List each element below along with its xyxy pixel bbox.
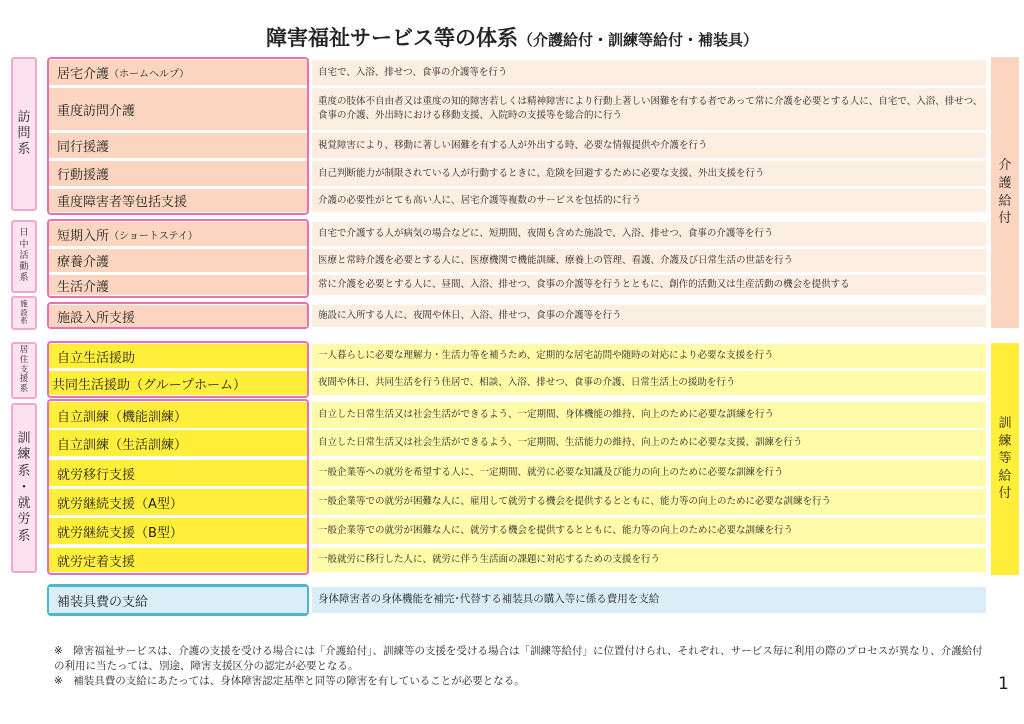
service-desc-shuro-keizoku-b: 一般企業等での就労が困難な人に、就労する機会を提供するとともに、能力等の向上のために必要な訓練を行う xyxy=(312,518,986,544)
service-desc-shuro-keizoku-a: 一般企業等での就労が困難な人に、雇用して就労する機会を提供するとともに、能力等の向上のために必要な訓練を行う xyxy=(312,489,986,515)
service-desc-shuro-teichaku-shien: 一般就労に移行した人に、就労に伴う生活面の課題に対応するための支援を行う xyxy=(312,548,986,572)
footnotes xyxy=(54,644,989,689)
side-label-nitchu: 日 中 活 動 系 xyxy=(11,220,37,293)
right-label-kaigo: 介 護 給 付 xyxy=(991,57,1019,328)
service-name-ryoyo-kaigo: 療養介護 xyxy=(49,249,307,272)
service-name-seikatsu-kaigo: 生活介護 xyxy=(49,275,307,295)
service-name-shuro-iko-shien: 就労移行支援 xyxy=(49,460,307,486)
footnote-1: ※ 障害福祉サービスは、介護の支援を受ける場合には「介護給付」、訓練等の支援を受ける場合は「訓練等給付」に位置付けられ、それぞれ、サービス毎に利用の際のプロセスが異なり、介護給付の利用に当たっては、別途、障害支援区分の認定が必要となる。 xyxy=(54,645,983,672)
page-title xyxy=(0,22,1024,52)
service-desc-jiritsu-kunren-kino: 自立した日常生活又は社会生活ができるよう、一定期間、身体機能の維持、向上のために必要な訓練を行う xyxy=(312,402,986,428)
service-desc-seikatsu-kaigo: 常に介護を必要とする人に、昼間、入浴、排せつ、食事の介護等を行うとともに、創作的活動又は生産活動の機会を提供する xyxy=(312,275,986,295)
service-desc-jiritsu-kunren-seikatsu: 自立した日常生活又は社会生活ができるよう、一定期間、生活能力の維持、向上のために必要な支援、訓練を行う xyxy=(312,430,986,456)
side-label-kunren: 訓 練 系 ・ 就 労 系 xyxy=(11,403,37,573)
service-desc-tanki-nyusho: 自宅で介護する人が病気の場合などに、短期間、夜間も含めた施設で、入浴、排せつ、食事の介護等を行う xyxy=(312,222,986,246)
service-name-doko-engo: 同行援護 xyxy=(49,133,307,158)
service-desc-hosougu: 身体障害者の身体機能を補完･代替する補装具の購入等に係る費用を支給 xyxy=(312,587,986,613)
service-name-hosougu: 補装具費の支給 xyxy=(49,587,307,613)
title-main: 障害福祉サービス等の体系 xyxy=(265,26,518,50)
service-desc-ryoyo-kaigo: 医療と常時介護を必要とする人に、医療機関で機能訓練、療養上の管理、看護、介護及び日常生活の世話を行う xyxy=(312,249,986,272)
service-desc-kyodo-seikatsu-engo: 夜間や休日、共同生活を行う住居で、相談、入浴、排せつ、食事の介護、日常生活上の援助を行う xyxy=(312,371,986,395)
right-label-kunren: 訓 練 等 給 付 xyxy=(991,343,1019,575)
service-name-tanki-nyusho: 短期入所 （ショートステイ） xyxy=(49,222,307,246)
service-name-shisetsu-nyusho-shien: 施設入所支援 xyxy=(49,305,307,327)
service-name-jiritsu-kunren-kino: 自立訓練（機能訓練） xyxy=(49,402,307,428)
page-number: 1 xyxy=(998,674,1009,694)
service-desc-jiritsu-seikatsu-engo: 一人暮らしに必要な理解力・生活力等を補うため、定期的な居宅訪問や随時の対応により必要な支援を行う xyxy=(312,344,986,368)
service-name-shuro-keizoku-b: 就労継続支援（B型） xyxy=(49,518,307,544)
side-label-kyoju: 居 住 支 援 系 xyxy=(11,342,37,399)
service-desc-doko-engo: 視覚障害により、移動に著しい困難を有する人が外出する時、必要な情報提供や介護を行う xyxy=(312,133,986,158)
service-name-kyotaku-kaigo: 居宅介護 （ホームヘルプ） xyxy=(49,60,307,85)
service-name-shuro-keizoku-a: 就労継続支援（A型） xyxy=(49,489,307,515)
service-desc-judo-hokatsu-shien: 介護の必要性がとても高い人に、居宅介護等複数のサービスを包括的に行う xyxy=(312,189,986,212)
service-desc-shuro-iko-shien: 一般企業等への就労を希望する人に、一定期間、就労に必要な知識及び能力の向上のために必要な訓練を行う xyxy=(312,460,986,486)
service-name-kyodo-seikatsu-engo: 共同生活援助（グループホーム） xyxy=(49,371,307,395)
service-desc-kodo-engo: 自己判断能力が制限されている人が行動するときに、危険を回避するために必要な支援、外出支援を行う xyxy=(312,161,986,186)
service-name-jiritsu-seikatsu-engo: 自立生活援助 xyxy=(49,344,307,368)
service-name-shuro-teichaku-shien: 就労定着支援 xyxy=(49,548,307,572)
service-desc-shisetsu-nyusho-shien: 施設に入所する人に、夜間や休日、入浴、排せつ、食事の介護等を行う xyxy=(312,305,986,327)
service-desc-judo-houmon-kaigo: 重度の肢体不自由者又は重度の知的障害若しくは精神障害により行動上著しい困難を有する者であって常に介護を必要とする人に、自宅で、入浴、排せつ、食事の介護、外出時における移動支援、入院時の支援等を総合的に行う xyxy=(312,88,986,130)
title-sub: （介護給付・訓練等給付・補装具） xyxy=(517,31,758,49)
service-name-kodo-engo: 行動援護 xyxy=(49,161,307,186)
footnote-2: ※ 補装具費の支給にあたっては、身体障害認定基準と同等の障害を有していることが必要となる。 xyxy=(54,674,525,687)
service-name-jiritsu-kunren-seikatsu: 自立訓練（生活訓練） xyxy=(49,430,307,456)
side-label-shisetsu: 施 設 系 xyxy=(11,296,37,330)
side-label-houmon: 訪 問 系 xyxy=(11,57,37,211)
service-name-judo-houmon-kaigo: 重度訪問介護 xyxy=(49,88,307,130)
service-desc-kyotaku-kaigo: 自宅で、入浴、排せつ、食事の介護等を行う xyxy=(312,60,986,85)
service-name-judo-hokatsu-shien: 重度障害者等包括支援 xyxy=(49,189,307,212)
